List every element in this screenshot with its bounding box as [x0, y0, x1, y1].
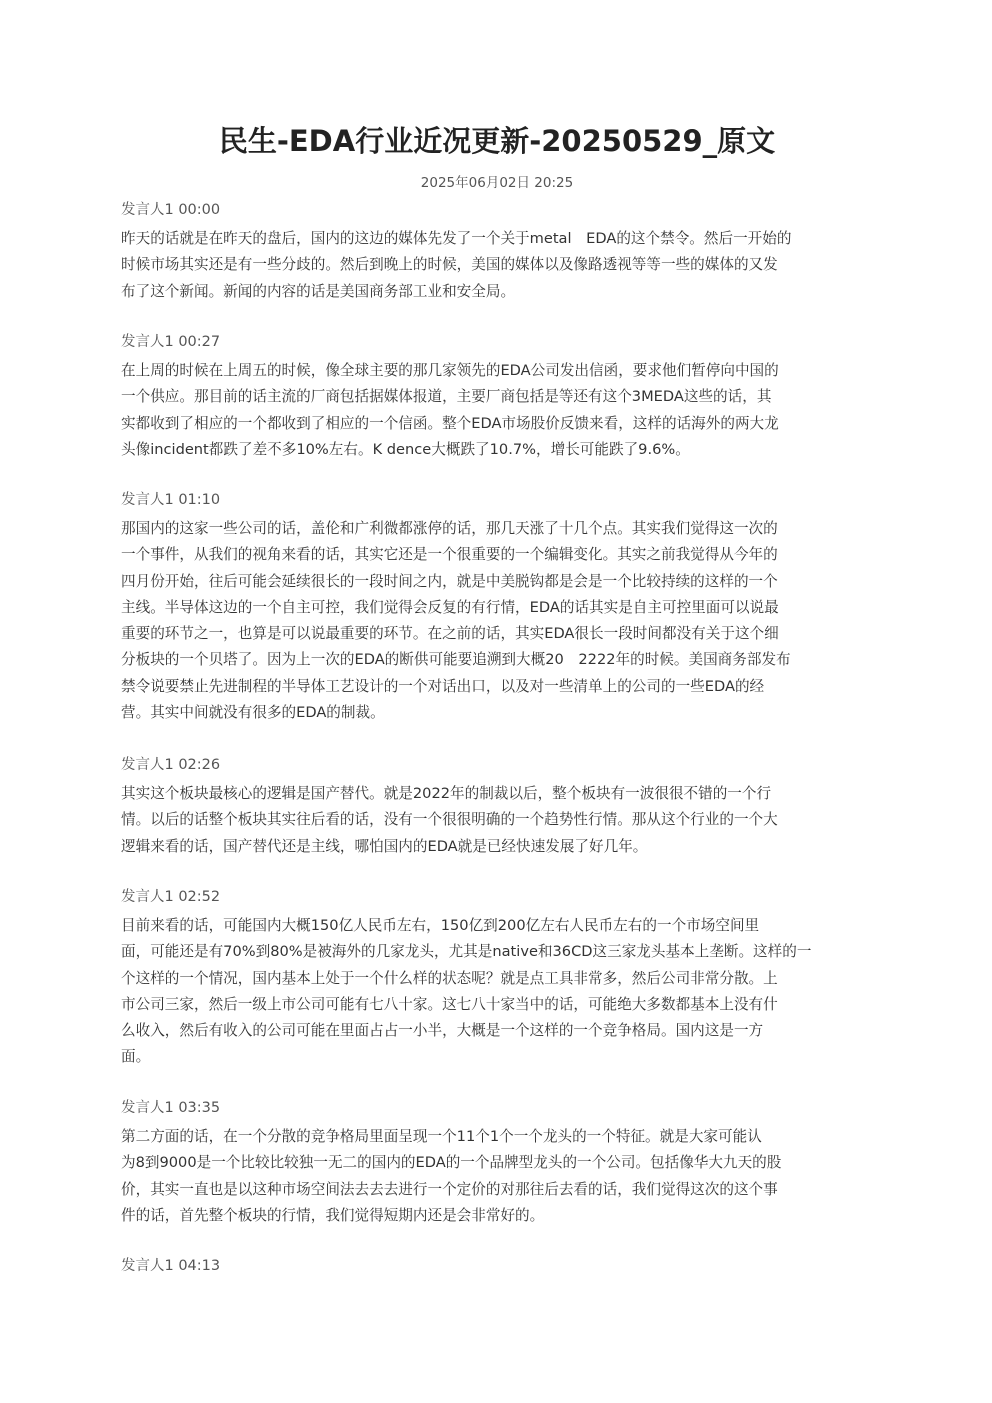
- transcript-text: [121, 913, 873, 1071]
- text-line: 一个事件，从我们的视角来看的话，其实它还是一个很重要的一个编辑变化。其实之前我觉得从今年的: [121, 546, 778, 564]
- text-line: 件的话，首先整个板块的行情，我们觉得短期内还是会非常好的。: [121, 1206, 545, 1224]
- text-line: 那国内的这家一些公司的话，盖伦和广利微都涨停的话，那几天涨了十几个点。其实我们觉得这一次的: [121, 520, 778, 537]
- transcript-section: [121, 887, 873, 1071]
- text-line: 其实这个板块最核心的逻辑是国产替代。就是2022年的制裁以后，整个板块有一波很很不错的一个行: [121, 785, 772, 802]
- text-line: 价，其实一直也是以这种市场空间法去去去进行一个定价的对那往后去看的话，我们觉得这次的这个事: [121, 1180, 778, 1198]
- text-line: 头像incident都跌了差不多10%左右。K dence大概跌了10.7%，增长可能跌了9.6%。: [121, 440, 690, 458]
- transcript-text: [121, 516, 873, 726]
- text-line: 面。: [121, 1048, 151, 1066]
- transcript-text: [121, 226, 873, 305]
- transcript-section: [121, 200, 873, 305]
- text-line: 营。其实中间就没有很多的EDA的制裁。: [121, 704, 385, 722]
- text-line: 么收入，然后有收入的公司可能在里面占占一小半，大概是一个这样的一个竞争格局。国内这是一方: [121, 1022, 764, 1040]
- text-line: 昨天的话就是在昨天的盘后，国内的这边的媒体先发了一个关于metal EDA的这个禁令。然后一开始的: [121, 230, 792, 247]
- speaker-timestamp: 发言人1 03:35: [121, 1100, 221, 1116]
- text-line: 为8到9000是一个比较比较独一无二的国内的EDA的一个品牌型龙头的一个公司。包括像华大九天的股: [121, 1154, 782, 1172]
- text-line: 布了这个新闻。新闻的内容的话是美国商务部工业和安全局。: [121, 282, 516, 300]
- text-line: 实都收到了相应的一个都收到了相应的一个信函。整个EDA市场股价反馈来看，这样的话海外的两大龙: [121, 414, 779, 432]
- speaker-timestamp: 发言人1 04:13: [121, 1258, 221, 1274]
- text-line: 逻辑来看的话，国产替代还是主线，哪怕国内的EDA就是已经快速发展了好几年。: [121, 837, 648, 855]
- text-line: 时候市场其实还是有一些分歧的。然后到晚上的时候，美国的媒体以及像路透视等等一些的媒体的又发: [121, 256, 778, 274]
- text-line: 目前来看的话，可能国内大概150亿人民币左右，150亿到200亿左右人民币左右的一个市场空间里: [121, 917, 760, 934]
- transcript-section: [121, 490, 873, 726]
- text-line: 第二方面的话，在一个分散的竞争格局里面呈现一个11个1个一个龙头的一个特征。就是大家可能认: [121, 1128, 762, 1145]
- speaker-timestamp: 发言人1 00:27: [121, 334, 221, 350]
- document-date: 2025年06月02日 20:25: [420, 175, 574, 191]
- text-line: 一个供应。那目前的话主流的厂商包括据媒体报道，主要厂商包括是等还有这个3MEDA这些的话，其: [121, 388, 772, 406]
- text-line: 在上周的时候在上周五的时候，像全球主要的那几家领先的EDA公司发出信函，要求他们暂停向中国的: [121, 362, 779, 379]
- transcript-text: [121, 1124, 873, 1229]
- transcript-section: [121, 755, 873, 860]
- document-title: 民生-EDA行业近况更新-20250529_原文: [218, 124, 776, 158]
- transcript-text: [121, 358, 873, 463]
- text-line: 情。以后的话整个板块其实往后看的话，没有一个很很明确的一个趋势性行情。那从这个行业的一个大: [121, 811, 778, 829]
- speaker-timestamp: 发言人1 02:52: [121, 889, 221, 905]
- speaker-timestamp: 发言人1 00:00: [121, 202, 221, 218]
- text-line: 个这样的一个情况，国内基本上处于一个什么样的状态呢？就是点工具非常多，然后公司非常分散。上: [121, 969, 778, 987]
- speaker-timestamp: 发言人1 01:10: [121, 492, 221, 508]
- text-line: 分板块的一个贝塔了。因为上一次的EDA的断供可能要追溯到大概20 2222年的时候。美国商务部发布: [121, 651, 791, 669]
- transcript-text: [121, 781, 873, 860]
- text-line: 面，可能还是有70%到80%是被海外的几家龙头，尤其是native和36CD这三家龙头基本上垄断。这样的一: [121, 943, 812, 961]
- text-line: 重要的环节之一，也算是可以说最重要的环节。在之前的话，其实EDA很长一段时间都没有关于这个细: [121, 625, 779, 643]
- text-line: 四月份开始，往后可能会延续很长的一段时间之内，就是中美脱钩都是会是一个比较持续的这样的一个: [121, 572, 778, 590]
- text-line: 禁令说要禁止先进制程的半导体工艺设计的一个对话出口，以及对一些清单上的公司的一些EDA的经: [121, 677, 765, 695]
- text-line: 市公司三家，然后一级上市公司可能有七八十家。这七八十家当中的话，可能绝大多数都基本上没有什: [121, 995, 778, 1013]
- text-line: 主线。半导体这边的一个自主可控，我们觉得会反复的有行情，EDA的话其实是自主可控里面可以说最: [121, 598, 779, 616]
- transcript-section: [121, 1256, 873, 1276]
- transcript-section: [121, 332, 873, 463]
- transcript-section: [121, 1098, 873, 1229]
- speaker-timestamp: 发言人1 02:26: [121, 757, 221, 773]
